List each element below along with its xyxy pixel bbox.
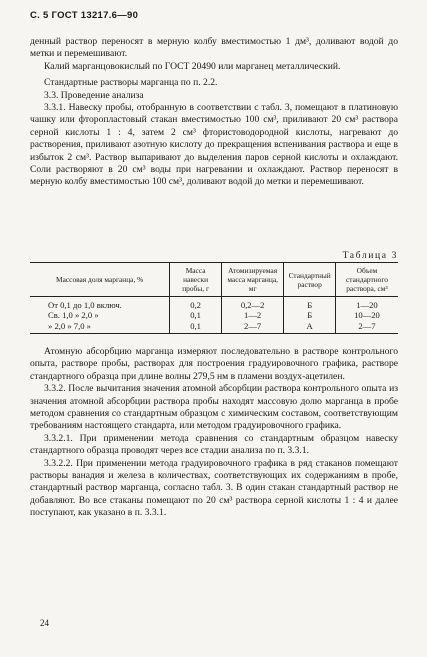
- table-row: [30, 321, 398, 334]
- paragraph: 3.3.2.2. При применении метода градуировочного графика в ряд стаканов помещают растворы ванадия и железа в количествах, соответствующих их содержаниям в пробе, стандартный раствор марганца, согласно табл. 3. В один стакан стандартный раствор не добавляют. Во все стаканы помещают по 20 см³ раствора серной кислоты 1 : 4 и далее поступают, как указано в п. 3.3.1.: [30, 457, 398, 519]
- page-number: 24: [40, 618, 49, 628]
- table-header-row: [30, 263, 398, 297]
- paragraph: Атомную абсорбцию марганца измеряют последовательно в растворе контрольного опыта, растворе пробы, растворах для построения градуировочного графика, растворе стандартного образца при длине волны 279,5 нм в пламени воздух-ацетилен.: [30, 346, 398, 382]
- paragraph: Калий марганцовокислый по ГОСТ 20490 или марганец металлический.: [44, 60, 341, 72]
- table-cell: 2—7: [335, 321, 398, 334]
- paragraph: 3.3.2.1. При применении метода сравнения со стандартным образцом навеску стандартного образца проводят через все стадии анализа по п. 3.3.1.: [30, 432, 398, 457]
- table-cell: А: [284, 321, 336, 334]
- table-cell: 10—20: [335, 310, 398, 320]
- paragraph: Стандартные растворы марганца по п. 2.2.: [44, 77, 218, 89]
- table-cell: Св. 1,0 » 2,0 »: [48, 310, 99, 321]
- table-header-cell: Масса навески пробы, г: [170, 263, 222, 297]
- table-cell: От 0,1 до 1,0 включ.: [48, 300, 122, 310]
- table-cell: 1—20: [335, 297, 398, 311]
- table-title: Таблица 3: [342, 250, 398, 261]
- table-header-cell: Массовая доля марганца, %: [30, 263, 170, 297]
- table-cell: 2—7: [221, 321, 284, 334]
- table-cell: Б: [284, 310, 336, 320]
- paragraph: 3.3.1. Навеску пробы, отобранную в соответствии с табл. 3, помещают в платиновую чашку или фторопластовый стакан вместимостью 100 см³, приливают 20 см³ раствора серной кислоты 1 : 4, затем 2 см³ фтористоводородной кислоты, нагревают до растворения, приливают азотную кислоту до прекращения вспенивания раствора и еще в избыток 2 см³. Раствор выпаривают до выделения паров серной кислоты и охлаждают. Соли растворяют в 20 см³ воды при нагревании и охлаждают. Раствор переносят в мерную колбу вместимостью 100 см³, доливают водой до метки и перемешивают.: [30, 102, 398, 188]
- table-header-cell: Стандартный раствор: [284, 263, 336, 297]
- top-text-block: [30, 36, 398, 189]
- data-table: [30, 262, 398, 334]
- table-header-cell: Объем стандартного раствора, см³: [335, 263, 398, 297]
- table-cell: 0,2: [170, 297, 222, 311]
- section-heading: 3.3. Проведение анализа: [44, 89, 144, 101]
- table-cell: 1—2: [221, 310, 284, 320]
- table-row: [30, 310, 398, 320]
- table-header-cell: Атомизируемая масса марганца, мг: [221, 263, 284, 297]
- table-cell: 0,1: [170, 321, 222, 334]
- bottom-text-block: [30, 346, 398, 520]
- paragraph: денный раствор переносят в мерную колбу вместимостью 1 дм³, доливают водой до метки и перемешивают.: [30, 36, 398, 60]
- table-row: [30, 297, 398, 311]
- table-cell: » 2,0 » 7,0 »: [30, 321, 170, 334]
- table-cell: 0,1: [170, 310, 222, 320]
- page-header: С. 5 ГОСТ 13217.6—90: [30, 10, 139, 21]
- table-cell: 0,2—2: [221, 297, 284, 311]
- table-cell: Б: [284, 297, 336, 311]
- paragraph: 3.3.2. После вычитания значения атомной абсорбции раствора контрольного опыта из значения атомной абсорбции раствора пробы находят массовую долю марганца в пробе методом сравнения со стандартным образцом с химическим составом, соответствующим требованиям настоящего стандарта, или методом градуировочного графика.: [30, 383, 398, 432]
